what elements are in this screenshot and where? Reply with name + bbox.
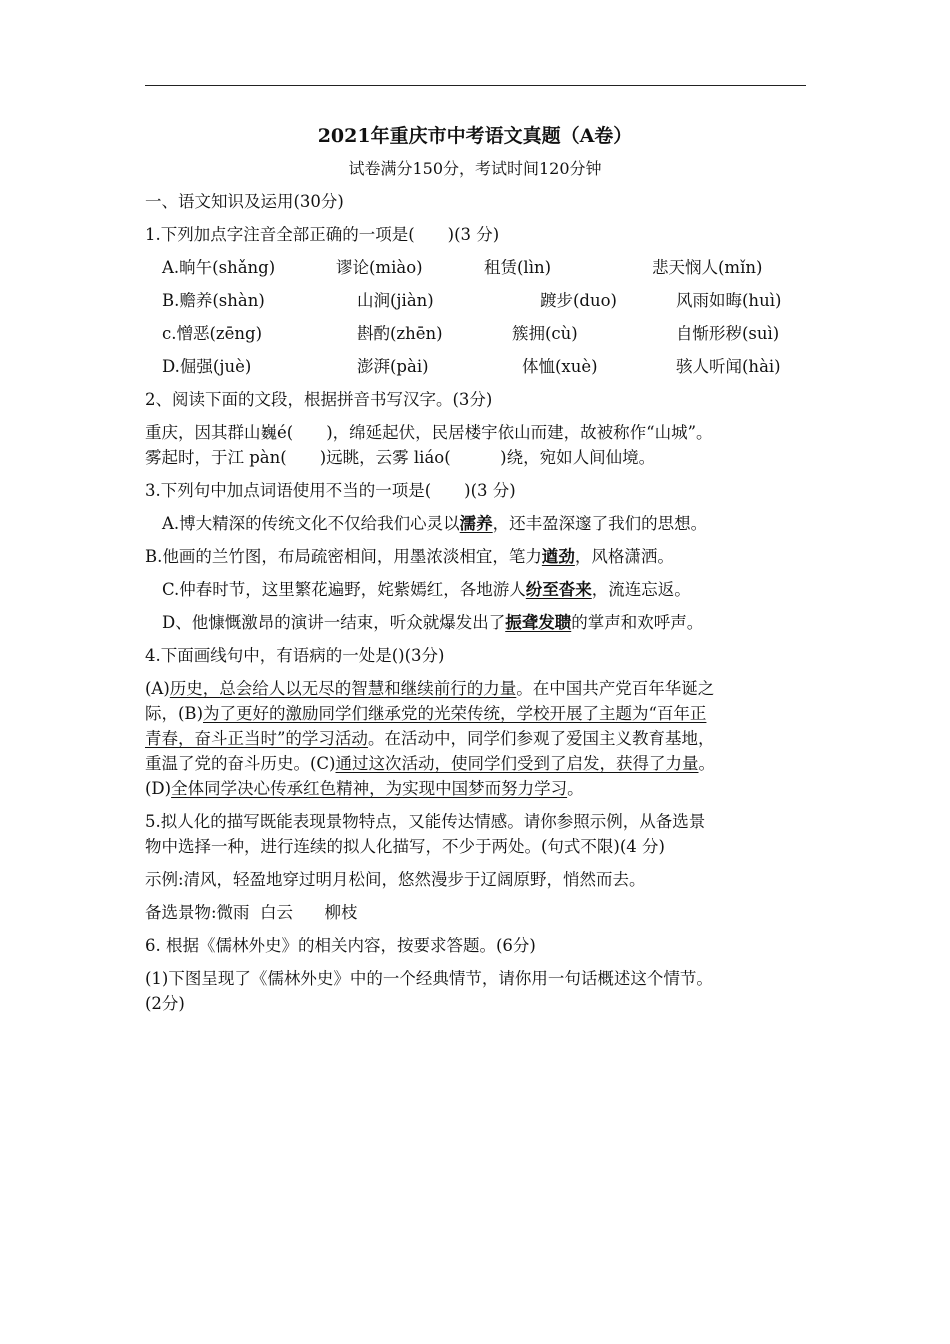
section-heading: 一、语文知识及运用(30分) — [145, 192, 344, 211]
option-text: C.仲春时节，这里繁花遍野，姹紫嫣红，各地游人 — [162, 580, 526, 599]
q6-sub1-line: (1)下图呈现了《儒林外史》中的一个经典情节，请你用一句话概述这个情节。 — [145, 969, 713, 988]
option-text: B.他画的兰竹图，布局疏密相间，用墨浓淡相宜，笔力 — [145, 547, 542, 566]
q2-passage-line: 重庆，因其群山巍é( )，绵延起伏，民居楼宇依山而建，故被称作“山城”。 — [145, 423, 713, 442]
marker: (D) — [145, 779, 172, 798]
q6-stem: 6. 根据《儒林外史》的相关内容，按要求答题。(6分) — [145, 936, 536, 955]
header-rule — [145, 85, 806, 86]
q1-option: B.赡养(shàn) — [162, 291, 265, 310]
q4-passage-line — [145, 702, 706, 726]
q1-option: 澎湃(pài) — [357, 357, 429, 376]
q1-option: 谬论(miào) — [336, 258, 423, 277]
q3-option-c — [162, 578, 691, 602]
q1-option: 自惭形秽(suì) — [676, 324, 780, 343]
q1-option: 风雨如晦(huì) — [676, 291, 782, 310]
dotted-word: 纷至沓来 — [525, 580, 592, 599]
option-text: ，还丰盈深邃了我们的思想。 — [492, 514, 708, 533]
exam-title: 2021年重庆市中考语文真题（A卷） — [317, 125, 633, 147]
q1-option: 斟酌(zhēn) — [357, 324, 443, 343]
dotted-word: 遒劲 — [541, 547, 575, 566]
option-text: A.博大精深的传统文化不仅给我们心灵以 — [162, 514, 460, 533]
underlined-sentence: 历史，总会给人以无尽的智慧和继续前行的力量 — [169, 679, 517, 698]
q1-option: 山涧(jiàn) — [357, 291, 434, 310]
q4-passage-line — [145, 677, 714, 701]
passage-text: 际，(B) — [145, 704, 203, 723]
dotted-word: 濡养 — [459, 514, 493, 533]
q1-stem: 1.下列加点字注音全部正确的一项是( )(3 分) — [145, 225, 500, 244]
q5-stem-line: 物中选择一种，进行连续的拟人化描写，不少于两处。(句式不限)(4 分) — [145, 837, 665, 856]
q4-passage-line — [145, 777, 584, 801]
q3-option-d — [162, 611, 703, 635]
q3-option-b — [145, 545, 674, 569]
option-text: D、他慷慨激昂的演讲一结束，听众就爆发出了 — [162, 613, 506, 632]
dotted-word: 振聋发聩 — [505, 613, 572, 632]
q2-stem: 2、阅读下面的文段，根据拼音书写汉字。(3分) — [145, 390, 493, 409]
underlined-sentence: 为了更好的激励同学们继承党的光荣传统，学校开展了主题为“百年正 — [203, 704, 707, 723]
underlined-sentence: 通过这次活动，使同学们受到了启发，获得了力量 — [335, 754, 699, 773]
q1-option: A.晌午(shǎng) — [162, 258, 276, 277]
underlined-sentence: 青春，奋斗正当时”的学习活动 — [145, 729, 368, 748]
marker: (A) — [145, 679, 170, 698]
passage-text: 。 — [567, 779, 584, 798]
passage-text: 。在中国共产党百年华诞之 — [516, 679, 715, 698]
q4-stem: 4.下面画线句中，有语病的一处是()(3分) — [145, 646, 445, 665]
q6-sub1-line: (2分) — [145, 994, 185, 1013]
q1-option: 骇人听闻(hài) — [676, 357, 781, 376]
q1-option: 踱步(duo) — [540, 291, 617, 310]
passage-text: 。 — [698, 754, 715, 773]
q1-option: 体恤(xuè) — [522, 357, 598, 376]
q1-option: c.憎恶(zēng) — [162, 324, 263, 343]
q1-option: 租赁(lìn) — [484, 258, 552, 277]
q1-option: 悲天悯人(mǐn) — [652, 258, 763, 277]
passage-text: 。在活动中，同学们参观了爱国主义教育基地， — [367, 729, 715, 748]
q3-option-a — [162, 512, 707, 536]
q5-stem-line: 5.拟人化的描写既能表现景物特点，又能传达情感。请你参照示例，从备选景 — [145, 812, 706, 831]
underlined-sentence: 全体同学决心传承红色精神，为实现中国梦而努力学习 — [171, 779, 568, 798]
q4-passage-line — [145, 727, 714, 751]
option-text: ，流连忘返。 — [591, 580, 691, 599]
q5-example: 示例:清风，轻盈地穿过明月松间，悠然漫步于辽阔原野，悄然而去。 — [145, 870, 646, 889]
option-text: 的掌声和欢呼声。 — [571, 613, 704, 632]
q3-stem: 3.下列句中加点词语使用不当的一项是( )(3 分) — [145, 481, 516, 500]
option-text: ，风格潇洒。 — [574, 547, 674, 566]
q1-option: D.倔强(juè) — [162, 357, 252, 376]
passage-text: 重温了党的奋斗历史。(C) — [145, 754, 336, 773]
exam-subtitle: 试卷满分150分，考试时间120分钟 — [348, 159, 602, 178]
q5-options: 备选景物:微雨 白云 柳枝 — [145, 903, 358, 922]
q2-passage-line: 雾起时，于江 pàn( )远眺，云雾 liáo( )绕，宛如人间仙境。 — [145, 448, 656, 467]
q1-option: 簇拥(cù) — [512, 324, 578, 343]
q4-passage-line — [145, 752, 715, 776]
